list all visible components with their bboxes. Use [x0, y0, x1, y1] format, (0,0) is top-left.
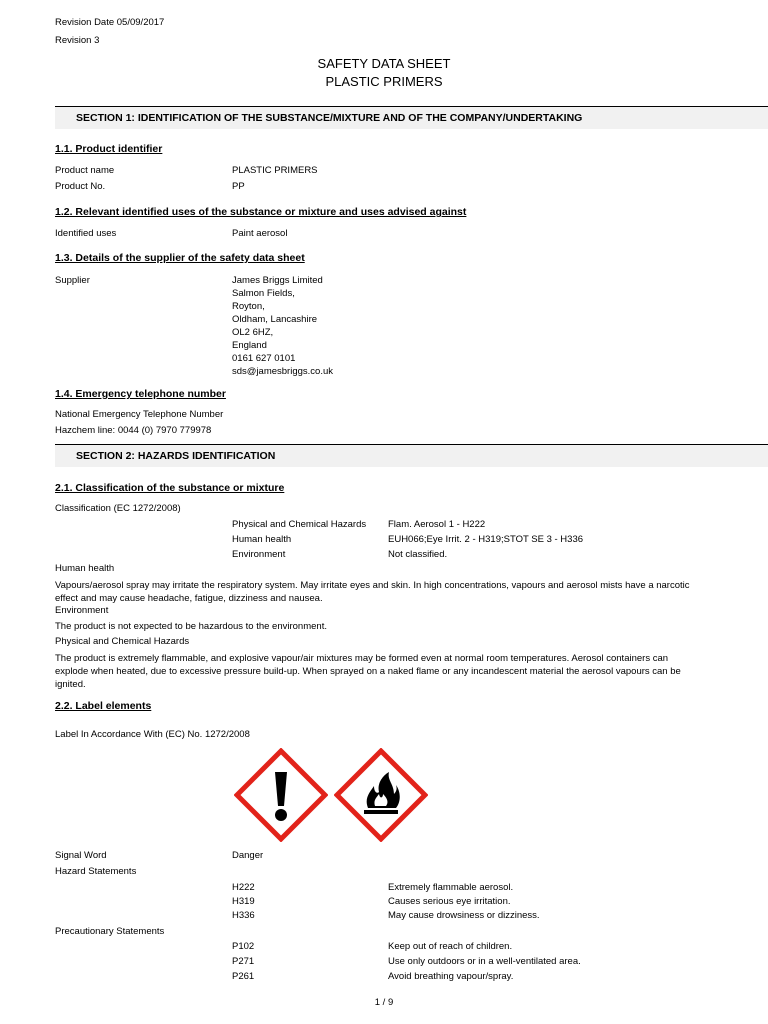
precautionary-text: Use only outdoors or in a well-ventilated area. [388, 956, 581, 967]
classification-row-value: Not classified. [388, 549, 448, 560]
flame-icon [334, 748, 428, 842]
precautionary-statements-label: Precautionary Statements [55, 926, 165, 937]
subsection-1-1-heading: 1.1. Product identifier [55, 143, 163, 155]
hazchem-line: Hazchem line: 0044 (0) 7970 779978 [55, 425, 212, 436]
supplier-postcode: OL2 6HZ, [232, 327, 274, 338]
section-2-title: SECTION 2: HAZARDS IDENTIFICATION [76, 450, 276, 462]
classification-row-value: Flam. Aerosol 1 - H222 [388, 519, 486, 530]
supplier-address-line: Salmon Fields, [232, 288, 295, 299]
classification-row-label: Environment [232, 549, 286, 560]
supplier-email: sds@jamesbriggs.co.uk [232, 366, 333, 377]
classification-row-value: EUH066;Eye Irrit. 2 - H319;STOT SE 3 - H336 [388, 534, 584, 545]
section-1-title: SECTION 1: IDENTIFICATION OF THE SUBSTANCE/MIXTURE AND OF THE COMPANY/UNDERTAKING [76, 112, 583, 124]
precautionary-code: P102 [232, 941, 255, 952]
physchem-heading: Physical and Chemical Hazards [55, 636, 190, 647]
product-no-label: Product No. [55, 181, 106, 192]
subsection-2-1-heading: 2.1. Classification of the substance or mixture [55, 482, 285, 494]
identified-uses-label: Identified uses [55, 228, 117, 239]
human-health-heading: Human health [55, 563, 115, 574]
supplier-phone: 0161 627 0101 [232, 353, 296, 364]
precautionary-text: Keep out of reach of children. [388, 941, 513, 952]
exclamation-mark-icon [234, 748, 328, 842]
supplier-country: England [232, 340, 267, 351]
product-no-value: PP [232, 181, 245, 192]
precautionary-code: P271 [232, 956, 255, 967]
signal-word-label: Signal Word [55, 850, 107, 861]
hazard-code: H319 [232, 896, 255, 907]
revision-date: Revision Date 05/09/2017 [55, 17, 165, 28]
revision-number: Revision 3 [55, 35, 100, 46]
hazard-code: H222 [232, 882, 255, 893]
supplier-address-line: Oldham, Lancashire [232, 314, 318, 325]
product-title: PLASTIC PRIMERS [325, 74, 443, 89]
document-title: SAFETY DATA SHEET [317, 56, 451, 71]
emergency-number-label: National Emergency Telephone Number [55, 409, 224, 420]
section-2-header [55, 444, 768, 467]
human-health-text: Vapours/aerosol spray may irritate the respiratory system. May irritate eyes and skin. In high concentrations, vapours and aerosol mists have a narcotic effect and may cause headache, fatigue, dizziness and nausea. [55, 580, 690, 604]
supplier-name: James Briggs Limited [232, 275, 323, 286]
label-accordance-text: Label In Accordance With (EC) No. 1272/2008 [55, 729, 250, 740]
precautionary-text: Avoid breathing vapour/spray. [388, 971, 514, 982]
subsection-2-2-heading: 2.2. Label elements [55, 700, 152, 712]
classification-row-label: Physical and Chemical Hazards [232, 519, 367, 530]
section-1-header [55, 106, 768, 129]
identified-uses-value: Paint aerosol [232, 228, 288, 239]
product-name-value: PLASTIC PRIMERS [232, 165, 318, 176]
classification-row-label: Human health [232, 534, 292, 545]
subsection-1-2-heading: 1.2. Relevant identified uses of the substance or mixture and uses advised against [55, 206, 467, 218]
classification-label: Classification (EC 1272/2008) [55, 503, 181, 514]
hazard-statements-label: Hazard Statements [55, 866, 137, 877]
subsection-1-4-heading: 1.4. Emergency telephone number [55, 388, 226, 400]
hazard-text: May cause drowsiness or dizziness. [388, 910, 540, 921]
hazard-text: Extremely flammable aerosol. [388, 882, 514, 893]
precautionary-code: P261 [232, 971, 255, 982]
physchem-text: The product is extremely flammable, and explosive vapour/air mixtures may be formed even at normal room temperatures. Aerosol containers can explode when heated, due to excessive pressure build-up. When sprayed on a naked flame or any incandescent material the aerosol vapours can be ignited. [55, 653, 681, 690]
page-number: 1 / 9 [374, 997, 394, 1008]
supplier-address-line: Royton, [232, 301, 265, 312]
hazard-code: H336 [232, 910, 255, 921]
supplier-label: Supplier [55, 275, 90, 286]
product-name-label: Product name [55, 165, 115, 176]
environment-heading: Environment [55, 605, 109, 616]
environment-text: The product is not expected to be hazardous to the environment. [55, 621, 327, 632]
hazard-text: Causes serious eye irritation. [388, 896, 511, 907]
signal-word-value: Danger [232, 850, 264, 861]
subsection-1-3-heading: 1.3. Details of the supplier of the safety data sheet [55, 252, 305, 264]
